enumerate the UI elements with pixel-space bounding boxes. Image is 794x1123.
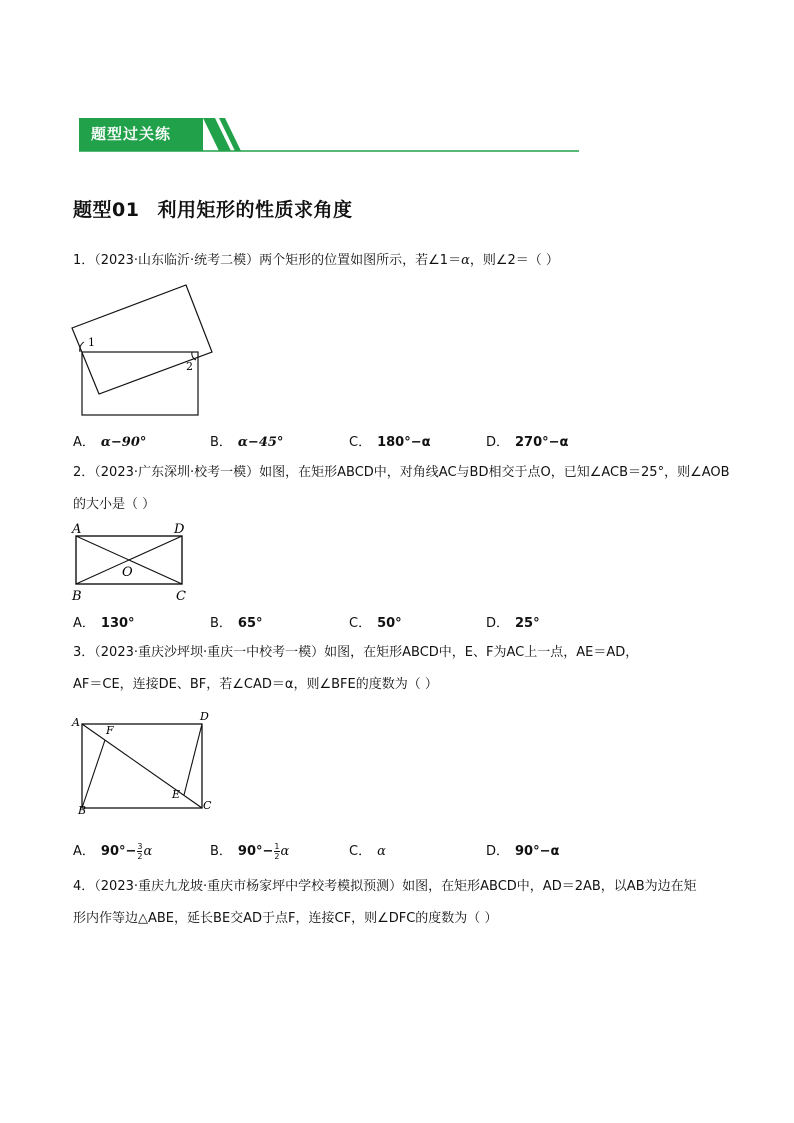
fraction-denominator: 2	[137, 852, 143, 861]
option-d[interactable]	[486, 612, 540, 631]
question-source: （2023·山东临沂·统考二模）	[94, 253, 260, 268]
question-3-line2	[73, 674, 438, 696]
option-value: 90°−	[100, 844, 137, 859]
option-letter: C．	[349, 844, 372, 859]
option-value: 270°−α	[515, 435, 569, 450]
option-letter: D．	[486, 616, 510, 631]
question-stem: 如图，在矩形ABCD中，AD＝2AB，以AB为边在矩	[402, 879, 697, 894]
label-a: A	[72, 716, 80, 729]
option-letter: B．	[210, 616, 232, 631]
question-1	[73, 250, 559, 272]
option-a[interactable]	[73, 431, 146, 450]
label-b: B	[78, 804, 87, 817]
figure-two-rectangles	[66, 280, 216, 420]
diagonal-ac	[82, 724, 202, 808]
option-value: 25°	[515, 616, 540, 631]
label-angle2: 2	[186, 360, 193, 373]
figure-rectangle-diagonals	[66, 518, 196, 604]
label-angle1: 1	[88, 336, 95, 349]
question-source: （2023·重庆沙坪坝·重庆一中校考一模）	[94, 645, 325, 660]
segment-bf	[82, 740, 105, 808]
fraction	[137, 842, 142, 861]
fraction-numerator: 1	[274, 842, 280, 851]
fraction-numerator: 3	[137, 842, 143, 851]
question-2	[73, 462, 730, 484]
option-value: 65°	[237, 616, 263, 631]
option-letter: D．	[486, 844, 510, 859]
segment-de	[184, 724, 202, 795]
option-variable: α	[143, 844, 153, 859]
option-value: 180°−α	[377, 435, 431, 450]
section-banner	[79, 118, 579, 154]
option-value: α−90°	[100, 435, 147, 450]
option-value: 50°	[377, 616, 402, 631]
option-value: α−45°	[237, 435, 284, 450]
option-letter: B．	[210, 844, 232, 859]
question-stem: 如图，在矩形ABCD中，E、F为AC上一点，AE＝AD，	[324, 645, 639, 660]
label-b: B	[72, 589, 82, 604]
question-stem: 形内作等边△ABE，延长BE交AD于点F，连接CF，则∠DFC的度数为（ ）	[73, 911, 498, 926]
label-e: E	[172, 788, 181, 801]
option-c[interactable]	[349, 612, 402, 631]
option-b[interactable]	[210, 431, 283, 450]
question-source: （2023·广东深圳·校考一模）	[94, 465, 260, 480]
option-value: 90°−	[237, 844, 274, 859]
option-value: 90°−α	[515, 844, 560, 859]
question-source: （2023·重庆九龙坡·重庆市杨家坪中学校考模拟预测）	[94, 879, 403, 894]
label-f: F	[106, 724, 114, 737]
section-number: 题型01	[73, 199, 140, 221]
option-letter: A．	[73, 844, 95, 859]
option-b[interactable]	[210, 840, 289, 861]
question-number: 2．	[73, 465, 95, 480]
label-c: C	[176, 589, 186, 604]
question-number: 3．	[73, 645, 95, 660]
option-value: α	[377, 844, 386, 859]
label-c: C	[203, 799, 212, 812]
question-3	[73, 642, 638, 664]
banner-label: 题型过关练	[79, 118, 203, 151]
option-c[interactable]	[349, 431, 431, 450]
label-d: D	[174, 522, 185, 537]
label-o: O	[122, 565, 133, 580]
option-b[interactable]	[210, 612, 263, 631]
option-letter: A．	[73, 435, 95, 450]
question-stem: 的大小是（ ）	[73, 497, 156, 512]
question-4	[73, 876, 697, 898]
label-d: D	[200, 710, 209, 723]
section-title	[73, 195, 352, 222]
question-stem: ，则∠2＝（ ）	[469, 253, 559, 268]
option-d[interactable]	[486, 431, 568, 450]
option-letter: C．	[349, 616, 372, 631]
option-c[interactable]	[349, 840, 386, 859]
fraction	[274, 842, 279, 861]
question-stem: AF＝CE，连接DE、BF，若∠CAD＝α，则∠BFE的度数为（ ）	[73, 677, 438, 692]
question-2-line2	[73, 494, 155, 516]
option-value: 130°	[100, 616, 135, 631]
option-letter: B．	[210, 435, 232, 450]
option-letter: C．	[349, 435, 372, 450]
option-variable: α	[280, 844, 290, 859]
fraction-denominator: 2	[274, 852, 280, 861]
option-letter: A．	[73, 616, 95, 631]
figure-rectangle-ef	[66, 706, 226, 818]
label-a: A	[72, 522, 82, 537]
question-stem: 如图，在矩形ABCD中，对角线AC与BD相交于点O，已知∠ACB＝25°，则∠AOB	[259, 465, 730, 480]
option-a[interactable]	[73, 612, 135, 631]
question-number: 1．	[73, 253, 95, 268]
question-4-line2	[73, 908, 497, 930]
question-number: 4．	[73, 879, 95, 894]
question-stem: 两个矩形的位置如图所示，若∠1＝	[259, 253, 462, 268]
section-heading: 利用矩形的性质求角度	[157, 199, 353, 221]
option-d[interactable]	[486, 840, 559, 859]
option-letter: D．	[486, 435, 510, 450]
alpha-symbol: α	[461, 253, 470, 268]
option-a[interactable]	[73, 840, 152, 861]
